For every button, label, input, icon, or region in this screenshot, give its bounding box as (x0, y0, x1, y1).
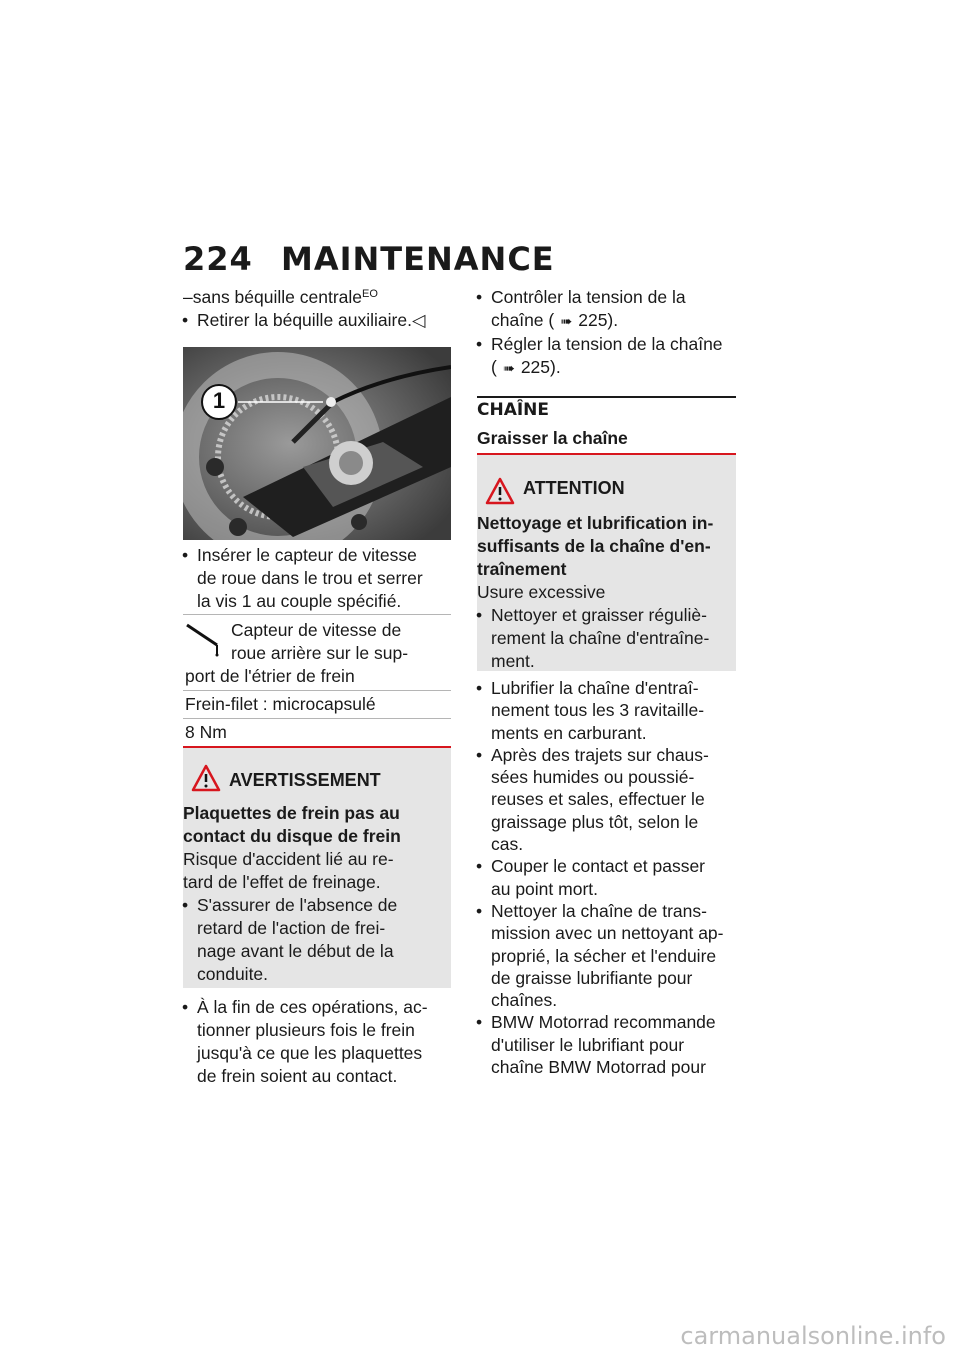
attention-heading: Nettoyage et lubrification in- (477, 513, 714, 533)
bullet-icon: • (476, 334, 483, 354)
list-item: • BMW Motorrad recommande (476, 1012, 716, 1033)
callout-label: 1 (212, 388, 226, 413)
warning-title: AVERTISSEMENT (229, 770, 381, 790)
variant-line: –sans béquille centrale$^{EO}$ (183, 287, 378, 307)
bullet-icon: • (182, 545, 189, 565)
list-item-cont: mission avec un nettoyant ap- (491, 923, 724, 944)
left-intro (183, 286, 453, 332)
attention-heading: traînement (477, 559, 567, 579)
list-item-cont: de frein soient au contact. (197, 1066, 398, 1086)
attention-box (477, 453, 736, 671)
list-item-cont: sées humides ou poussié- (491, 767, 695, 788)
spec-title-line: roue arrière sur le sup- (231, 643, 409, 663)
bullet-icon: • (476, 900, 483, 921)
spec-row-threadlock: Frein-filet : microcapsulé (183, 690, 451, 718)
list-item-cont: tionner plusieurs fois le frein (197, 1020, 415, 1040)
attention-list-item: • Nettoyer et graisser réguliè- (476, 605, 707, 625)
list-item-cont: proprié, la sécher et l'enduire (491, 945, 717, 966)
warning-list-item-cont: retard de l'action de frei- (197, 918, 386, 938)
list-item-cont: nement tous les 3 ravitaille- (491, 700, 705, 721)
warning-box (183, 746, 451, 988)
subsection-title: Graisser la chaîne (477, 428, 628, 448)
left-final-step (183, 996, 453, 1088)
list-item-cont: chaîne BMW Motorrad pour (491, 1057, 706, 1078)
spec-row-torque: 8 Nm (183, 718, 451, 746)
attention-title: ATTENTION (523, 478, 625, 498)
list-item-cont: de roue dans le trou et serrer (197, 568, 423, 588)
warning-text: Risque d'accident lié au re- (183, 849, 394, 869)
warning-triangle-icon (485, 477, 515, 505)
warning-list-item: • S'assurer de l'absence de (182, 895, 398, 915)
list-item: • Lubrifier la chaîne d'entraî- (476, 678, 699, 698)
list-item-cont: cas. (491, 834, 524, 855)
list-item-cont: jusqu'à ce que les plaquettes (197, 1043, 423, 1063)
page-number: 224 (183, 240, 253, 278)
section-title: CHAÎNE (477, 400, 550, 420)
right-instructions (477, 677, 739, 1078)
list-item: • Retirer la béquille auxiliaire.◁ (182, 310, 426, 330)
page-reference-arrow-icon: ➠ (560, 313, 573, 329)
page-header (183, 240, 555, 278)
list-item-cont: de graisse lubrifiante pour (491, 967, 693, 988)
list-item-cont: reuses et sales, effectuer le (491, 789, 705, 810)
list-item-cont: chaîne ( ➠ 225). (477, 309, 739, 333)
list-item-cont: au point mort. (491, 878, 598, 899)
spec-title-line: Capteur de vitesse de (231, 620, 402, 640)
list-item: • Après des trajets sur chaus- (476, 744, 709, 765)
wheel-sensor-photo (183, 347, 451, 540)
bullet-icon: • (182, 895, 189, 915)
list-item: • Régler la tension de la chaîne (476, 334, 723, 354)
list-item-cont: la vis 1 au couple spécifié. (197, 591, 402, 611)
list-item-cont: chaînes. (491, 990, 558, 1011)
list-item: • Insérer le capteur de vitesse (182, 545, 417, 565)
bullet-icon: • (476, 605, 483, 625)
list-item: • Couper le contact et passer (476, 856, 706, 877)
list-item-cont: d'utiliser le lubrifiant pour (491, 1034, 685, 1055)
warning-triangle-icon (191, 764, 221, 792)
list-item: • Contrôler la tension de la (476, 287, 686, 307)
bullet-icon: • (476, 1012, 483, 1033)
bullet-icon: • (182, 997, 189, 1017)
bullet-icon: • (476, 287, 483, 307)
left-instructions (183, 544, 453, 613)
section-divider (477, 396, 736, 398)
attention-heading: suffisants de la chaîne d'en- (477, 536, 711, 556)
bullet-icon: • (476, 856, 483, 877)
warning-text: tard de l'effet de freinage. (183, 872, 381, 892)
page-title: MAINTENANCE (281, 240, 555, 278)
list-item-cont: ( ➠ 225). (477, 356, 739, 380)
list-item: • Nettoyer la chaîne de trans- (476, 900, 707, 921)
attention-list-item-cont: rement la chaîne d'entraîne- (491, 628, 710, 648)
right-intro (477, 286, 739, 380)
attention-list-item-cont: ment. (491, 651, 535, 671)
watermark-text: carmanualsonline.info (680, 1322, 946, 1350)
torque-wrench-icon (185, 621, 229, 657)
bullet-icon: • (182, 310, 189, 330)
list-item-cont: graissage plus tôt, selon le (491, 811, 699, 832)
warning-list-item-cont: conduite. (197, 964, 269, 984)
attention-text: Usure excessive (477, 582, 606, 602)
page-reference-link[interactable]: 225). (578, 310, 619, 330)
warning-heading: contact du disque de frein (183, 826, 401, 846)
torque-spec-table (183, 614, 451, 746)
list-item-cont: ments en carburant. (491, 722, 647, 743)
spec-header (183, 614, 451, 690)
warning-heading: Plaquettes de frein pas au (183, 803, 400, 823)
page-reference-arrow-icon: ➠ (502, 360, 515, 376)
list-item: • À la fin de ces opérations, ac- (182, 997, 428, 1017)
spec-title-line: port de l'étrier de frein (185, 666, 355, 686)
page-reference-link[interactable]: 225). (520, 357, 561, 377)
warning-list-item-cont: nage avant le début de la (197, 941, 394, 961)
bullet-icon: • (476, 744, 483, 765)
bullet-icon: • (476, 678, 483, 698)
